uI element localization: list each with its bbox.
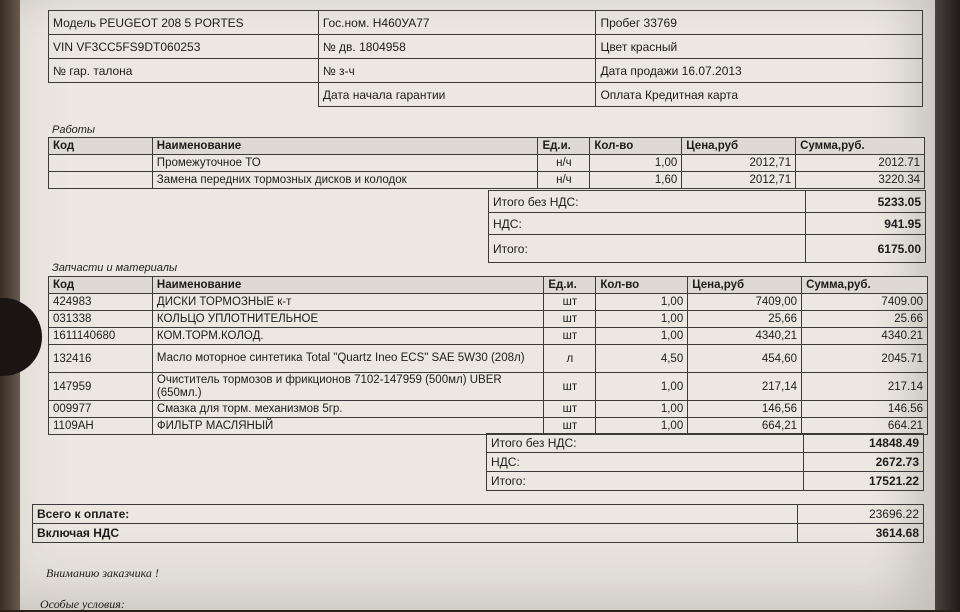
row-code: 1611140680 xyxy=(49,328,153,345)
row-unit: шт xyxy=(544,401,596,418)
parts-total-label: Итого: xyxy=(487,472,804,491)
col-price: Цена,руб xyxy=(682,138,796,155)
works-section-title: Работы xyxy=(52,124,96,136)
vat-included-value: 3614.68 xyxy=(798,524,924,543)
works-vat-value: 941.95 xyxy=(806,213,926,235)
row-sum: 2045.71 xyxy=(802,345,928,373)
payment-cell: Оплата Кредитная карта xyxy=(596,83,923,107)
background-right xyxy=(935,0,960,610)
row-price: 146,56 xyxy=(688,401,802,418)
row-sum: 3220.34 xyxy=(796,172,925,189)
works-total-label: Итого: xyxy=(489,235,806,263)
row-code: 147959 xyxy=(49,373,153,401)
table-row xyxy=(49,401,928,418)
table-row xyxy=(49,311,928,328)
table-row xyxy=(49,172,925,189)
row-sum: 4340.21 xyxy=(802,328,928,345)
table-row xyxy=(49,294,928,311)
row-name: КОЛЬЦО УПЛОТНИТЕЛЬНОЕ xyxy=(152,311,543,328)
parts-table xyxy=(48,276,928,435)
works-total-value: 6175.00 xyxy=(806,235,926,263)
row-unit: шт xyxy=(544,311,596,328)
row-name: Смазка для торм. механизмов 5гр. xyxy=(152,401,543,418)
col-name: Наименование xyxy=(152,138,538,155)
row-code xyxy=(49,155,153,172)
row-qty: 1,00 xyxy=(596,328,688,345)
row-price: 25,66 xyxy=(688,311,802,328)
row-sum: 217.14 xyxy=(802,373,928,401)
parts-totals-table xyxy=(486,433,924,491)
parts-vat-value: 2672.73 xyxy=(804,453,924,472)
row-price: 664,21 xyxy=(688,418,802,435)
grand-totals-table xyxy=(32,504,924,543)
col-unit: Ед.и. xyxy=(544,277,596,294)
row-sum: 146.56 xyxy=(802,401,928,418)
color-cell: Цвет красный xyxy=(596,35,923,59)
row-sum: 25.66 xyxy=(802,311,928,328)
customer-attention-note: Вниманию заказчика ! xyxy=(46,566,159,580)
row-unit: шт xyxy=(544,418,596,435)
row-price: 7409,00 xyxy=(688,294,802,311)
row-name: Промежуточное ТО xyxy=(152,155,538,172)
probeg-cell: Пробег 33769 xyxy=(596,11,923,35)
row-name: Очиститель тормозов и фрикционов 7102-147959 (500мл) UBER (650мл.) xyxy=(152,373,543,401)
table-row xyxy=(49,155,925,172)
row-unit: шт xyxy=(544,328,596,345)
row-qty: 4,50 xyxy=(596,345,688,373)
vehicle-header-table xyxy=(48,10,923,107)
row-name: Замена передних тормозных дисков и колодок xyxy=(152,172,538,189)
col-code: Код xyxy=(49,138,153,155)
parts-section-title: Запчасти и материалы xyxy=(52,262,178,274)
gos-nom-cell: Гос.ном. Н460УА77 xyxy=(318,11,596,35)
row-qty: 1,00 xyxy=(596,401,688,418)
row-price: 2012,71 xyxy=(682,155,796,172)
table-row xyxy=(49,373,928,401)
row-qty: 1,00 xyxy=(596,373,688,401)
empty-cell xyxy=(49,83,319,107)
works-vat-label: НДС: xyxy=(489,213,806,235)
vat-included-label: Включая НДС xyxy=(33,524,798,543)
table-row xyxy=(49,345,928,373)
works-subtotal-value: 5233.05 xyxy=(806,191,926,213)
vin-cell: VIN VF3CC5FS9DT060253 xyxy=(49,35,319,59)
row-qty: 1,60 xyxy=(590,172,682,189)
row-price: 2012,71 xyxy=(682,172,796,189)
col-sum: Сумма,руб. xyxy=(796,138,925,155)
row-code: 031338 xyxy=(49,311,153,328)
to-pay-value: 23696.22 xyxy=(798,505,924,524)
col-name: Наименование xyxy=(152,277,543,294)
works-table xyxy=(48,137,925,189)
row-qty: 1,00 xyxy=(590,155,682,172)
row-name: КОМ.ТОРМ.КОЛОД. xyxy=(152,328,543,345)
parts-subtotal-value: 14848.49 xyxy=(804,434,924,453)
col-sum: Сумма,руб. xyxy=(802,277,928,294)
col-qty: Кол-во xyxy=(590,138,682,155)
row-code: 1109AH xyxy=(49,418,153,435)
table-row xyxy=(49,328,928,345)
works-totals-table xyxy=(488,190,926,263)
works-subtotal-label: Итого без НДС: xyxy=(489,191,806,213)
row-qty: 1,00 xyxy=(596,418,688,435)
row-unit: шт xyxy=(544,294,596,311)
engine-number-cell: № дв. 1804958 xyxy=(318,35,596,59)
col-price: Цена,руб xyxy=(688,277,802,294)
col-qty: Кол-во xyxy=(596,277,688,294)
row-qty: 1,00 xyxy=(596,311,688,328)
model-cell: Модель PEUGEOT 208 5 PORTES xyxy=(49,11,319,35)
warranty-coupon-cell: № гар. талона xyxy=(49,59,319,83)
row-name: Масло моторное синтетика Total "Quartz Ineo ECS" SAE 5W30 (208л) xyxy=(152,345,543,373)
parts-total-value: 17521.22 xyxy=(804,472,924,491)
row-price: 4340,21 xyxy=(688,328,802,345)
warranty-start-cell: Дата начала гарантии xyxy=(318,83,596,107)
row-unit: н/ч xyxy=(538,172,590,189)
col-code: Код xyxy=(49,277,153,294)
col-unit: Ед.и. xyxy=(538,138,590,155)
parts-vat-label: НДС: xyxy=(487,453,804,472)
table-row xyxy=(49,418,928,435)
row-name: ФИЛЬТР МАСЛЯНЫЙ xyxy=(152,418,543,435)
row-unit: н/ч xyxy=(538,155,590,172)
sale-date-cell: Дата продажи 16.07.2013 xyxy=(596,59,923,83)
row-code: 424983 xyxy=(49,294,153,311)
row-code xyxy=(49,172,153,189)
to-pay-label: Всего к оплате: xyxy=(33,505,798,524)
row-price: 454,60 xyxy=(688,345,802,373)
row-sum: 7409.00 xyxy=(802,294,928,311)
row-unit: шт xyxy=(544,373,596,401)
row-code: 009977 xyxy=(49,401,153,418)
row-qty: 1,00 xyxy=(596,294,688,311)
parts-number-cell: № з-ч xyxy=(318,59,596,83)
row-price: 217,14 xyxy=(688,373,802,401)
row-sum: 664.21 xyxy=(802,418,928,435)
row-name: ДИСКИ ТОРМОЗНЫЕ к-т xyxy=(152,294,543,311)
row-unit: л xyxy=(544,345,596,373)
row-code: 132416 xyxy=(49,345,153,373)
parts-subtotal-label: Итого без НДС: xyxy=(487,434,804,453)
special-conditions-note: Особые условия: xyxy=(40,597,125,611)
row-sum: 2012.71 xyxy=(796,155,925,172)
